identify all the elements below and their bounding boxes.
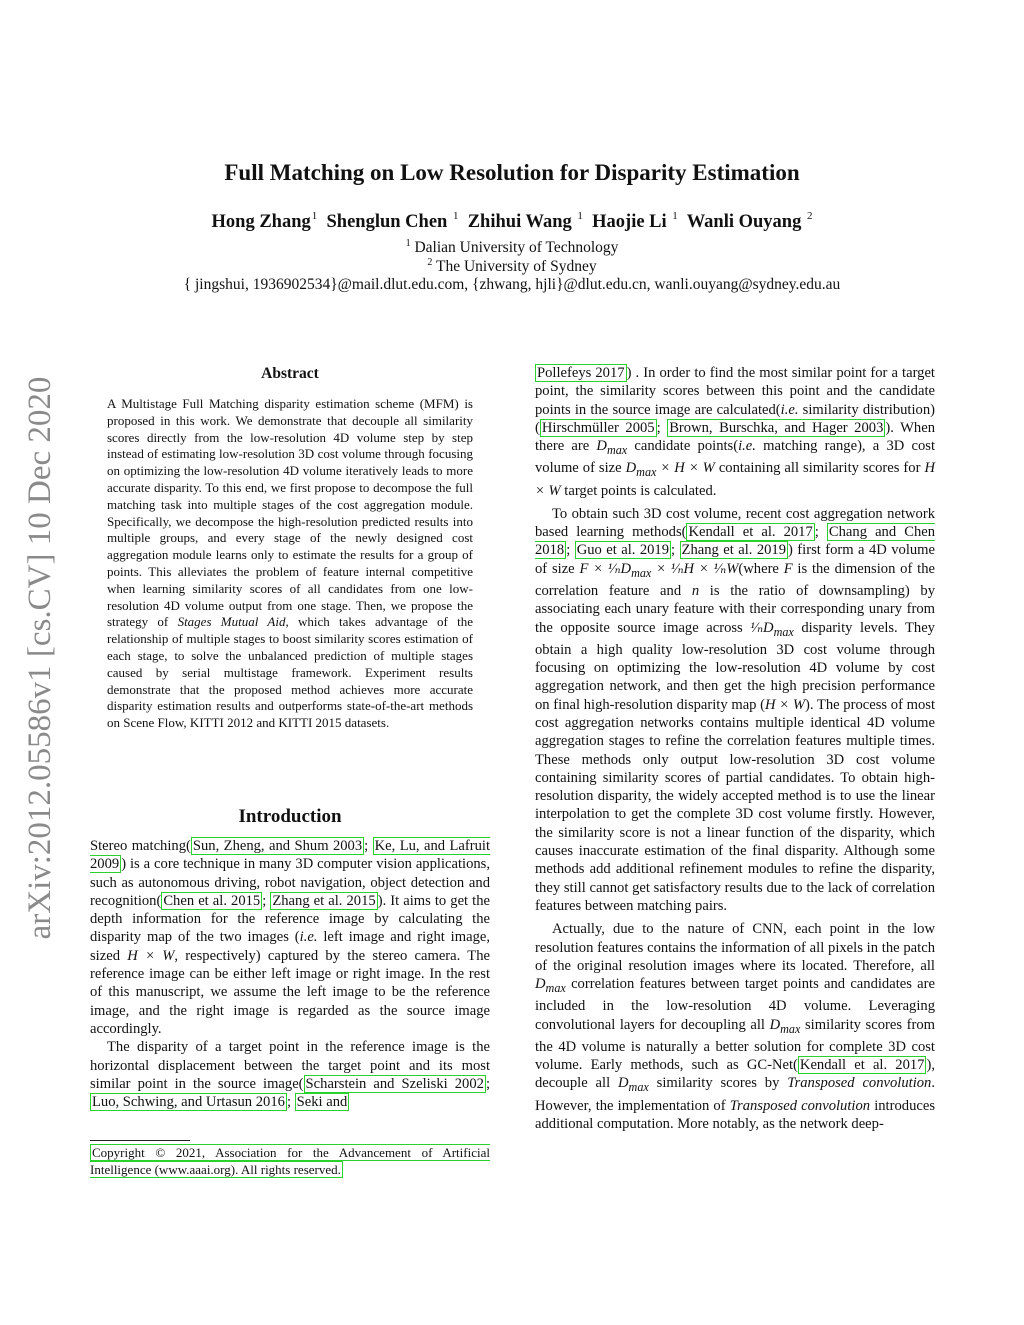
body-paragraph-3: Actually, due to the nature of CNN, each point in the low resolution features contains the information of all pixels in the patch of the original resolution images where its located. Therefore, all $D_{max}$ correlation features between target points and candidates are included in the low-resolution 4D volume. Leveraging convolutional layers for decoupling all $D_{max}$ similarity scores from the 4D volume is naturally a better solution for complete 3D cost volume. Early methods, such as GC-Net( Kendall et al. 2017 ), decouple all $D_{max}$ similarity scores by Transposed convolution. However, the implementation of Transposed convolution introduces additional computation. More notably, as the network deep- bbox=[535, 921, 935, 1132]
citation-link[interactable]: Guo et al. 2019 bbox=[576, 542, 670, 559]
author-affil-mark: 1 bbox=[577, 210, 583, 222]
arxiv-id: arXiv:2012.05586v1 [cs.CV] 10 Dec 2020 bbox=[22, 376, 58, 940]
citation-link[interactable]: Scharstein and Szeliski 2002 bbox=[305, 1075, 484, 1092]
citation-link[interactable]: Hirschmüller 2005 bbox=[541, 419, 655, 436]
citation-link[interactable]: Pollefeys 2017 bbox=[537, 365, 625, 381]
body-paragraph-2: To obtain such 3D cost volume, recent cost aggregation network based learning methods( Kendall et al. 2017 ; Chang and Chen 2018 ; Guo et al. 2019 ; Zhang et al. 2019 ) first form a 4D volume of size F × ¹⁄ₙD$_{max}$ × ¹⁄ₙH × ¹⁄ₙW(where F is the dimension of the correlation feature and n is the ratio of downsampling) by associating each unary feature with their corresponding unary from the opposite source image across ¹⁄ₙD$_{max}$ disparity levels. They obtain a high quality low-resolution 3D cost volume through focusing on optimizing the low-resolution 4D volume by cost aggregation network, and then get the high precision performance on final high-resolution disparity map (H × W). The process of most cost aggregation networks contains multiple identical 4D volume aggregation stages to refine the correlation features multiple times. These methods only output low-resolution 3D cost volume containing similarity scores of partial candidates. To obtain high-resolution disparity, the widely accepted method is to use the linear interpolation to get the complete 3D cost volume firstly. However, the similarity score is not a linear function of the disparity, which causes inaccurate estimation of the final disparity. Although some methods add additional refinement modules to refine the disparity, they still cannot get satisfactory results due to the lack of correlation features between matching pairs. bbox=[535, 505, 936, 914]
author-name: Shenglun Chen bbox=[326, 212, 448, 232]
citation-link[interactable]: Zhang et al. 2015 bbox=[272, 892, 376, 909]
citation-link[interactable]: Kendall et al. 2017 bbox=[688, 524, 813, 541]
author-name: Zhihui Wang bbox=[467, 212, 572, 232]
citation-link[interactable]: Brown, Burschka, and Hager 2003 bbox=[669, 419, 884, 436]
copyright-link[interactable]: Copyright © 2021, Association for the Advancement of Artificial Intelligence (www.aaai.org). All rights reserved. bbox=[90, 1145, 490, 1177]
citation-link[interactable]: Kendall et al. 2017 bbox=[799, 1057, 925, 1074]
author-name: Haojie Li bbox=[592, 212, 667, 232]
right-column-body bbox=[535, 364, 935, 1133]
citation-link[interactable]: Chen et al. 2015 bbox=[163, 892, 261, 909]
author-affil-mark: 2 bbox=[806, 210, 813, 222]
footnote-rule bbox=[90, 1140, 190, 1141]
copyright-footnote bbox=[90, 1145, 490, 1178]
abstract-text: A Multistage Full Matching disparity estimation scheme (MFM) is proposed in this work. We demonstrate that decouple all similarity scores directly from the low-resolution 4D volume step by step instead of estimating low-resolution 3D cost volume through focusing on optimizing the low-resolution 4D volume iteratively leads to more accurate disparity. To this end, we first propose to decompose the full matching task into multiple stages of the cost aggregation module. Specifically, we decompose the high-resolution predicted results into multiple groups, and every stage of the newly designed cost aggregation module learns only to estimate the results for a group of points. This alleviates the problem of feature internal competitive when learning similarity scores of all candidates from one low-resolution 4D volume output from one stage. Then, we propose the strategy of bbox=[107, 396, 473, 630]
arxiv-stamp bbox=[0, 338, 70, 978]
author-name: Hong Zhang bbox=[211, 212, 311, 232]
affiliation-1 bbox=[0, 238, 1024, 257]
introduction-heading: Introduction bbox=[238, 806, 342, 827]
affil-text: The University of Sydney bbox=[436, 258, 597, 275]
citation-link[interactable]: Chang and Chen 2018 bbox=[535, 524, 936, 559]
author-affil-mark: 1 bbox=[452, 210, 459, 222]
affil-mark: 1 bbox=[405, 238, 411, 249]
affiliation-2 bbox=[0, 257, 1024, 276]
left-column-body bbox=[90, 837, 490, 1111]
citation-link[interactable]: Sun, Zheng, and Shum 2003 bbox=[192, 838, 363, 854]
abstract-body bbox=[107, 396, 473, 732]
intro-paragraph-1: Stereo matching( Sun, Zheng, and Shum 2003 ; Ke, Lu, and Lafruit 2009 ) is a core technique in many 3D computer vision applications, such as autonomous driving, robot navigation, object detection and recognition( Chen et al. 2015 ; Zhang et al. 2015 ). It aims to get the depth information for the reference image by calculating the disparity map of the two images (i.e. left image and right image, sized H × W, respectively) captured by the stereo camera. The reference image can be either left image or right image. In the rest of this manuscript, we assume the left image to be the reference image, and the right image is regarded as the source image accordingly. bbox=[90, 838, 491, 1037]
citation-link[interactable]: Luo, Schwing, and Urtasun 2016 bbox=[92, 1094, 285, 1111]
author-list bbox=[0, 210, 1024, 233]
abstract-text: , which takes advantage of the relationship of multiple stages to boost similarity scores estimation of each stage, to solve the unbalanced prediction of multiple stages caused by serial multistage framework. Experiment results demonstrate that the proposed method achieves more accurate disparity estimation results and outperforms state-of-the-art methods on Scene Flow, KITTI 2012 and KITTI 2015 datasets. bbox=[107, 614, 474, 731]
author-emails: { jingshui, 1936902534}@mail.dlut.edu.com, {zhwang, hjli}@dlut.edu.cn, wanli.ouyang@sydney.edu.au bbox=[183, 276, 841, 293]
intro-paragraph-2: The disparity of a target point in the reference image is the horizontal displacement between the target point and its most similar point in the source image( Scharstein and Szeliski 2002 ; Luo, Schwing, and Urtasun 2016 ; Seki and bbox=[90, 1039, 490, 1111]
author-name: Wanli Ouyang bbox=[686, 212, 802, 232]
abstract-emphasis: Stages Mutual Aid bbox=[177, 614, 286, 630]
abstract-heading: Abstract bbox=[261, 365, 319, 382]
paper-title: Full Matching on Low Resolution for Disparity Estimation bbox=[224, 160, 800, 185]
citation-link[interactable]: Zhang et al. 2019 bbox=[681, 542, 787, 559]
citation-link[interactable]: Seki and bbox=[296, 1094, 348, 1111]
citation-link[interactable]: Ke, Lu, and Lafruit 2009 bbox=[90, 838, 491, 873]
affil-mark: 2 bbox=[427, 257, 433, 268]
affil-text: Dalian University of Technology bbox=[414, 239, 619, 256]
author-affil-mark: 1 bbox=[311, 210, 318, 222]
author-affil-mark: 1 bbox=[672, 210, 678, 222]
body-paragraph-1: Pollefeys 2017 ) . In order to find the most similar point for a target point, the similarity scores between this point and the candidate points in the source image are calculated(i.e. similarity distribution)( Hirschmüller 2005 ; Brown, Burschka, and Hager 2003 ). When there are $D_{max}$ candidate points(i.e. matching range), a 3D cost volume of size $D_{max} \times H \times W$ containing all similarity scores for H × W target points is calculated. bbox=[535, 365, 936, 499]
